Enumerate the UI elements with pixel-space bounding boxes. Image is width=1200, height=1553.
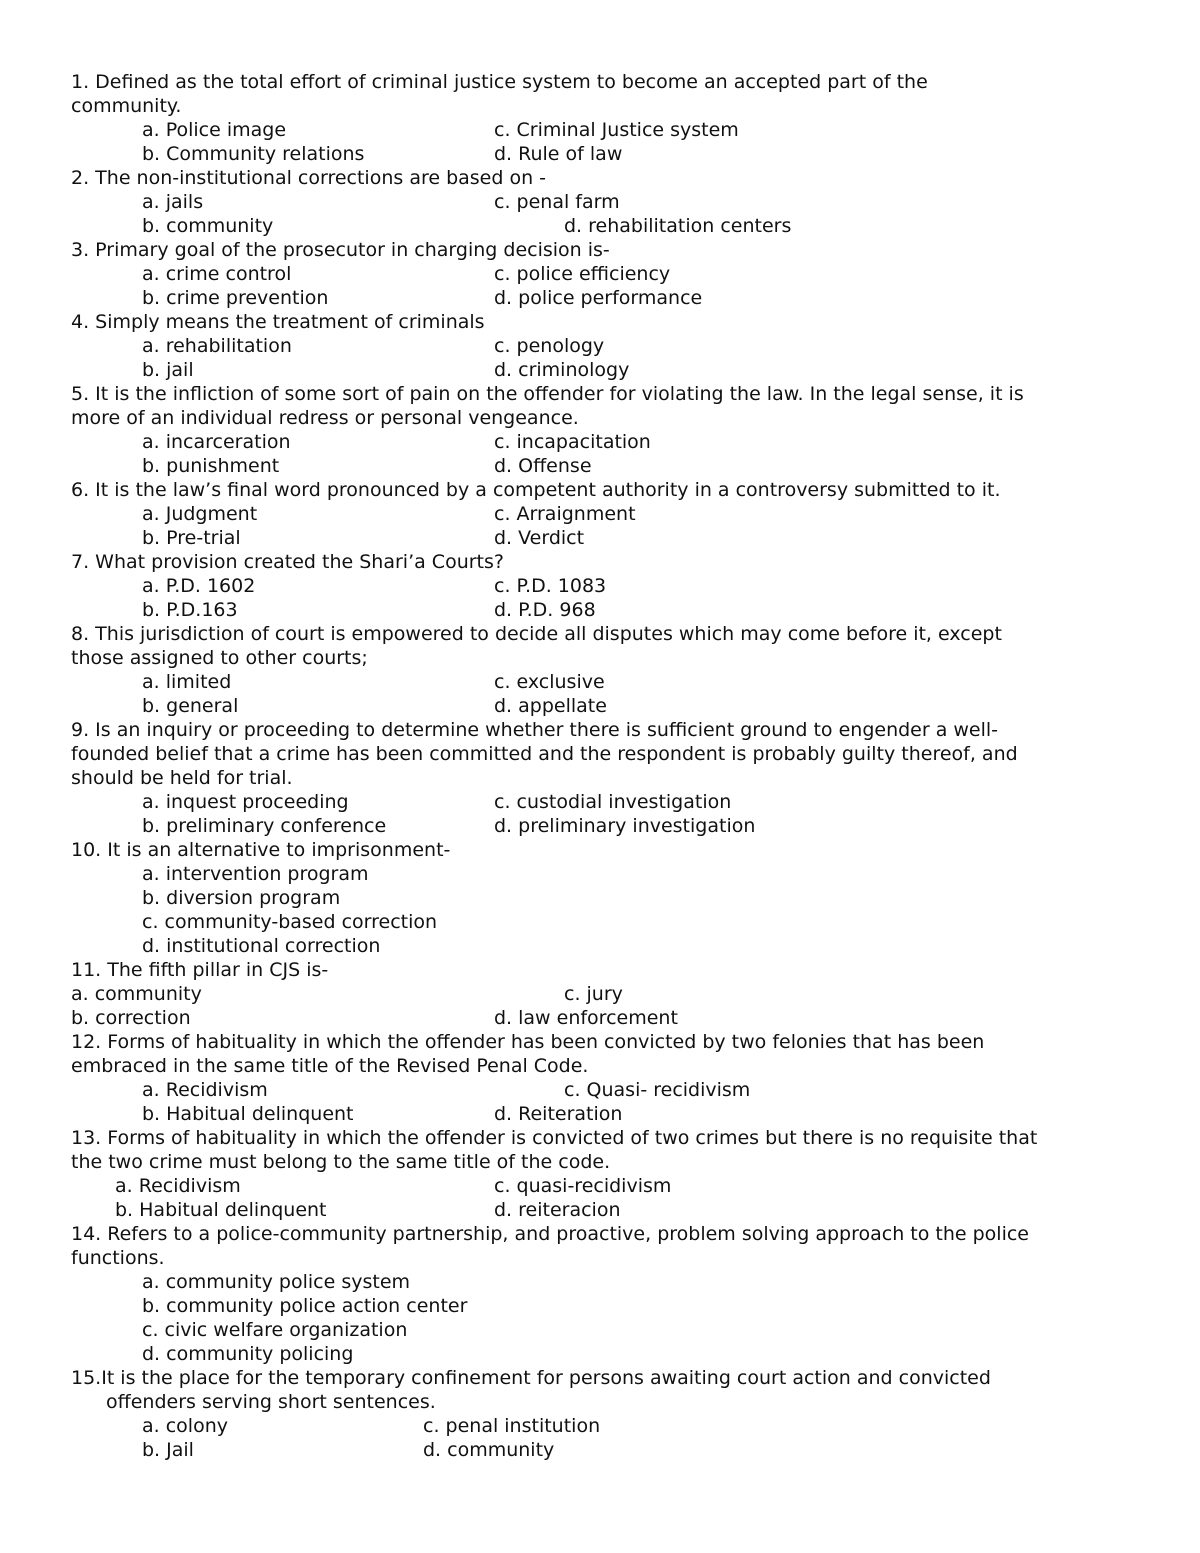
option-d: d. preliminary investigation [494,815,756,837]
options-row [71,214,1141,238]
option-b: b. community police action center [142,1295,468,1317]
option-d: d. law enforcement [494,1007,678,1029]
question-12-stem: 12. Forms of habituality in which the offender has been convicted by two felonies that has been [71,1031,985,1053]
option-c: c. penology [494,335,605,357]
option-a: a. P.D. 1602 [142,575,256,597]
option-a: a. Judgment [142,503,258,525]
options-row [71,430,1141,454]
question-7-stem: 7. What provision created the Shari’a Courts? [71,551,504,573]
option-c: c. penal farm [494,191,620,213]
option-c: c. Criminal Justice system [494,119,739,141]
options-row [71,790,1141,814]
option-a: a. Police image [142,119,287,141]
option-c: c. exclusive [494,671,605,693]
option-a: a. community police system [142,1271,411,1293]
options-row [71,670,1141,694]
option-a: a. intervention program [142,863,369,885]
question-15-stem: 15.It is the place for the temporary confinement for persons awaiting court action and convicted [71,1367,991,1389]
option-c: c. quasi-recidivism [494,1175,672,1197]
option-a: a. limited [142,671,232,693]
option-c: c. incapacitation [494,431,651,453]
options-row [71,814,1141,838]
question-9-stem: founded belief that a crime has been committed and the respondent is probably guilty thereof, and [71,743,1018,765]
option-d: d. P.D. 968 [494,599,596,621]
option-c: c. Quasi- recidivism [564,1079,751,1101]
option-a: a. community [71,983,202,1005]
option-d: d. institutional correction [142,935,381,957]
options-row [71,334,1141,358]
option-c: c. Arraignment [494,503,636,525]
option-d: d. rehabilitation centers [564,215,792,237]
option-d: d. Rule of law [494,143,623,165]
question-5-stem: more of an individual redress or personal vengeance. [71,407,579,429]
options-row [71,1294,1141,1318]
question-8-stem: 8. This jurisdiction of court is empowered to decide all disputes which may come before it, except [71,623,1002,645]
question-11-stem: 11. The fifth pillar in CJS is- [71,959,329,981]
options-row [71,1342,1141,1366]
option-d: d. community [423,1439,555,1461]
option-a: a. crime control [142,263,292,285]
option-b: b. Habitual delinquent [142,1103,354,1125]
option-a: a. Recidivism [115,1175,241,1197]
options-row [71,1414,1141,1438]
options-row [71,526,1141,550]
option-a: a. jails [142,191,204,213]
option-c: c. penal institution [423,1415,601,1437]
options-row [71,454,1141,478]
question-15-stem: offenders serving short sentences. [106,1391,436,1413]
question-13-stem: the two crime must belong to the same title of the code. [71,1151,611,1173]
option-c: c. civic welfare organization [142,1319,408,1341]
question-10-stem: 10. It is an alternative to imprisonment- [71,839,451,861]
question-1-stem: 1. Defined as the total effort of criminal justice system to become an accepted part of the [71,71,928,93]
options-row [71,910,1141,934]
option-b: b. Habitual delinquent [115,1199,327,1221]
options-row [71,982,1141,1006]
option-d: d. Reiteration [494,1103,623,1125]
option-b: b. Community relations [142,143,365,165]
options-row [71,1078,1141,1102]
options-row [71,1198,1141,1222]
question-9-stem: 9. Is an inquiry or proceeding to determine whether there is sufficient ground to engender a well- [71,719,999,741]
option-c: c. jury [564,983,623,1005]
option-b: b. jail [142,359,194,381]
option-b: b. P.D.163 [142,599,238,621]
option-b: b. diversion program [142,887,341,909]
options-row [71,1102,1141,1126]
question-2-stem: 2. The non-institutional corrections are based on - [71,167,547,189]
options-row [71,862,1141,886]
question-14-stem: functions. [71,1247,165,1269]
option-c: c. P.D. 1083 [494,575,607,597]
option-d: d. community policing [142,1343,354,1365]
options-row [71,1270,1141,1294]
option-a: a. incarceration [142,431,291,453]
options-row [71,886,1141,910]
options-row [71,598,1141,622]
question-8-stem: those assigned to other courts; [71,647,368,669]
options-row [71,1006,1141,1030]
option-c: c. custodial investigation [494,791,732,813]
options-row [71,142,1141,166]
option-b: b. Jail [142,1439,194,1461]
options-row [71,1318,1141,1342]
options-row [71,358,1141,382]
question-sheet [71,70,1141,1462]
option-b: b. crime prevention [142,287,329,309]
option-b: b. correction [71,1007,191,1029]
options-row [71,286,1141,310]
question-5-stem: 5. It is the infliction of some sort of pain on the offender for violating the law. In the legal sense, it is [71,383,1024,405]
option-a: a. rehabilitation [142,335,292,357]
question-12-stem: embraced in the same title of the Revised Penal Code. [71,1055,589,1077]
option-b: b. community [142,215,274,237]
option-d: d. criminology [494,359,630,381]
option-b: b. Pre-trial [142,527,241,549]
option-b: b. preliminary conference [142,815,387,837]
question-3-stem: 3. Primary goal of the prosecutor in charging decision is- [71,239,610,261]
option-d: d. police performance [494,287,703,309]
option-d: d. Offense [494,455,592,477]
option-d: d. appellate [494,695,607,717]
options-row [71,694,1141,718]
option-a: a. colony [142,1415,228,1437]
question-14-stem: 14. Refers to a police-community partnership, and proactive, problem solving approach to the police [71,1223,1029,1245]
options-row [71,262,1141,286]
option-a: a. Recidivism [142,1079,268,1101]
options-row [71,1174,1141,1198]
options-row [71,574,1141,598]
option-a: a. inquest proceeding [142,791,349,813]
options-row [71,934,1141,958]
option-d: d. Verdict [494,527,585,549]
question-13-stem: 13. Forms of habituality in which the offender is convicted of two crimes but there is no requisite that [71,1127,1038,1149]
option-c: c. community-based correction [142,911,438,933]
option-c: c. police efficiency [494,263,671,285]
question-9-stem: should be held for trial. [71,767,293,789]
options-row [71,190,1141,214]
question-6-stem: 6. It is the law’s final word pronounced by a competent authority in a controversy submitted to it. [71,479,1001,501]
option-d: d. reiteracion [494,1199,621,1221]
options-row [71,1438,1141,1462]
options-row [71,118,1141,142]
option-b: b. punishment [142,455,280,477]
options-row [71,502,1141,526]
option-b: b. general [142,695,239,717]
question-4-stem: 4. Simply means the treatment of criminals [71,311,485,333]
question-1-stem: community. [71,95,182,117]
